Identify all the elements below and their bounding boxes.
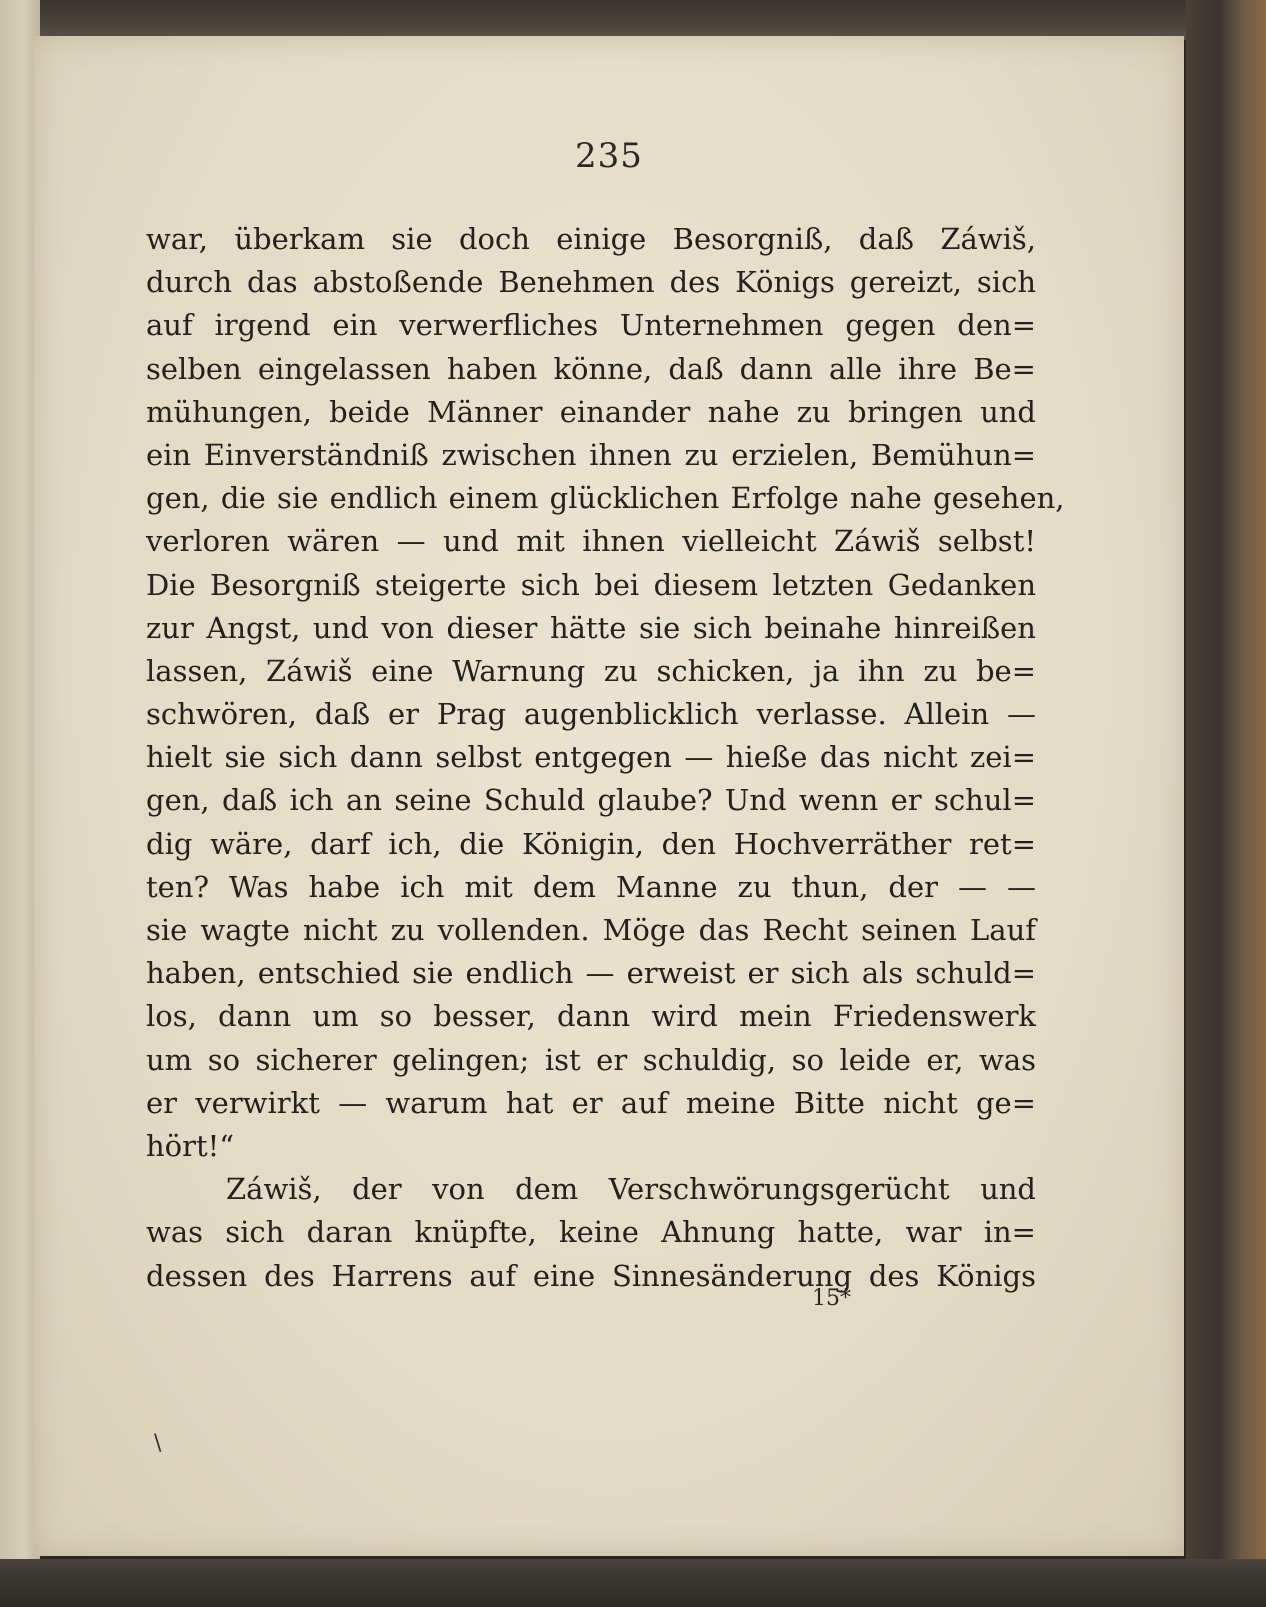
text-line: ten? Was habe ich mit dem Manne zu thun, der — — bbox=[146, 869, 1036, 904]
book-cover-top-edge bbox=[0, 0, 1266, 40]
text-line: zur Angst, und von dieser hätte sie sich beinahe hinreißen bbox=[146, 610, 1036, 645]
text-line: selben eingelassen haben könne, daß dann alle ihre Be= bbox=[146, 351, 1036, 386]
text-line: los, dann um so besser, dann wird mein Friedenswerk bbox=[146, 999, 1036, 1034]
text-line: gen, daß ich an seine Schuld glaube? Und wenn er schul= bbox=[146, 783, 1036, 818]
pencil-mark: \ bbox=[154, 1431, 162, 1456]
text-line: hielt sie sich dann selbst entgegen — hieße das nicht zei= bbox=[146, 740, 1036, 775]
text-line: mühungen, beide Männer einander nahe zu bringen und bbox=[146, 394, 1036, 429]
text-line: lassen, Záwiš eine Warnung zu schicken, ja ihn zu be= bbox=[146, 653, 1036, 688]
text-line: dessen des Harrens auf eine Sinnesänderung des Königs bbox=[146, 1258, 1036, 1293]
text-line: sie wagte nicht zu vollenden. Möge das Recht seinen Lauf bbox=[146, 913, 1036, 947]
paper-page bbox=[34, 36, 1184, 1556]
text-line: auf irgend ein verwerfliches Unternehmen gegen den= bbox=[146, 308, 1036, 343]
body-text bbox=[146, 218, 1065, 1298]
text-line: dig wäre, darf ich, die Königin, den Hochverräther ret= bbox=[146, 826, 1036, 861]
text-line-paragraph-start: Záwiš, der von dem Verschwörungsgerücht und bbox=[226, 1172, 1036, 1207]
text-line: verloren wären — und mit ihnen vielleicht Záwiš selbst! bbox=[146, 524, 1036, 559]
text-line: was sich daran knüpfte, keine Ahnung hatte, war in= bbox=[146, 1215, 1036, 1250]
text-line: gen, die sie endlich einem glücklichen Erfolge nahe gesehen, bbox=[146, 481, 1065, 516]
text-line: haben, entschied sie endlich — erweist er sich als schuld= bbox=[146, 956, 1036, 991]
text-line-paragraph-end: hört!“ bbox=[146, 1128, 235, 1163]
text-line: er verwirkt — warum hat er auf meine Bitte nicht ge= bbox=[146, 1085, 1036, 1120]
text-line: Die Besorgniß steigerte sich bei diesem letzten Gedanken bbox=[146, 567, 1036, 602]
text-line: war, überkam sie doch einige Besorgniß, daß Záwiš, bbox=[146, 222, 1036, 256]
page-number: 235 bbox=[575, 136, 643, 176]
printer-signature-mark: 15* bbox=[812, 1286, 851, 1311]
text-line: schwören, daß er Prag augenblicklich verlasse. Allein — bbox=[146, 697, 1036, 732]
text-line: ein Einverständniß zwischen ihnen zu erzielen, Bemühun= bbox=[146, 437, 1036, 472]
book-cover-right-edge bbox=[1186, 0, 1266, 1607]
book-cover-bottom-edge bbox=[0, 1559, 1266, 1607]
text-line: durch das abstoßende Benehmen des Königs gereizt, sich bbox=[146, 265, 1036, 300]
text-line: um so sicherer gelingen; ist er schuldig, so leide er, was bbox=[146, 1042, 1036, 1077]
